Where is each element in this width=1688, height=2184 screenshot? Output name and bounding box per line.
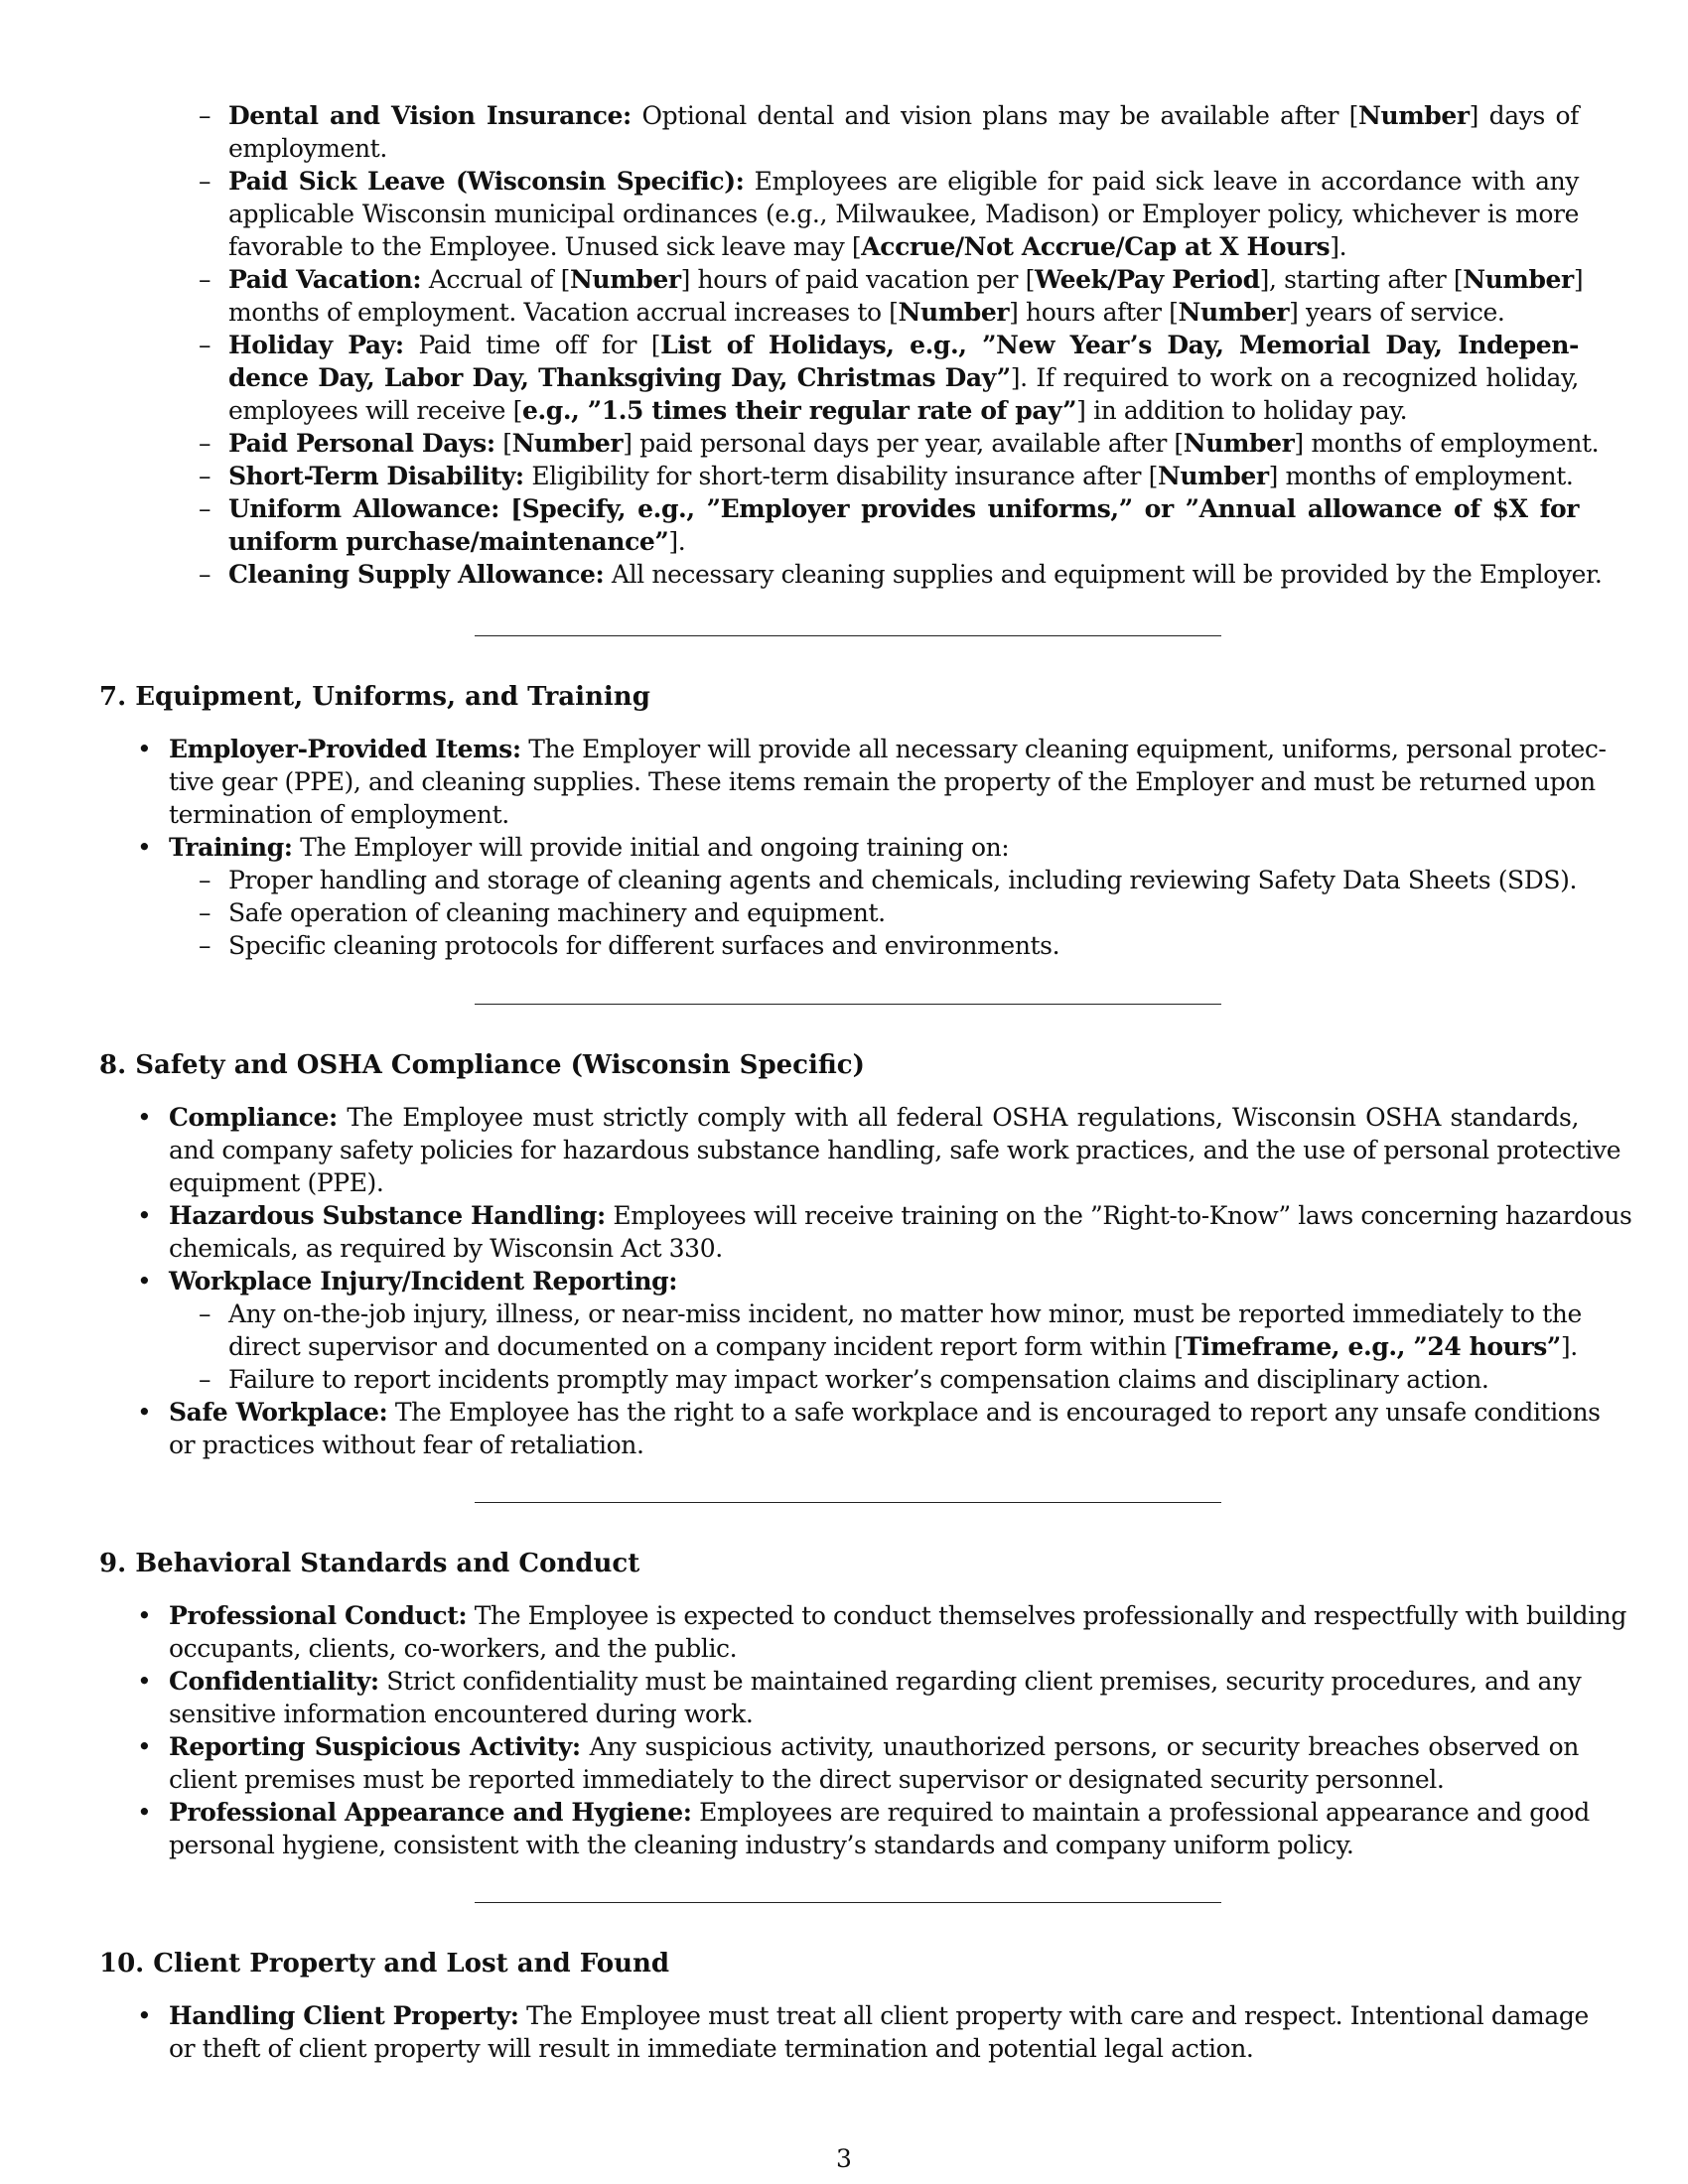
personal-line: Paid Personal Days: [Number] paid personal days per year, available after [Number] months of employment. [228,429,1600,458]
dash-bullet: – [199,462,211,490]
bullet-dot: • [137,1103,152,1132]
dash-bullet: – [199,429,211,458]
dash-bullet: – [199,931,211,960]
bullet-dot: • [137,833,152,862]
dash-bullet: – [199,167,211,196]
dash-bullet: – [199,101,211,130]
holiday-line3: employees will receive [e.g., ”1.5 times their regular rate of pay”] in addition to holiday pay. [228,396,1408,425]
confidentiality-line1: Confidentiality: Strict confidentiality must be maintained regarding client premises, security procedures, and any [169,1667,1582,1696]
bullet-dot: • [137,1398,152,1427]
dash-bullet: – [199,898,211,927]
holiday-line2: dence Day, Labor Day, Thanksgiving Day, Christmas Day”]. If required to work on a recognized holiday, [228,363,1579,392]
appearance-line1: Professional Appearance and Hygiene: Employees are required to maintain a professional appearance and good [169,1798,1590,1827]
std-line: Short-Term Disability: Eligibility for short-term disability insurance after [Number] months of employment. [228,462,1574,490]
provided-line3: termination of employment. [169,800,509,829]
injury-sub1-line2: direct supervisor and documented on a company incident report form within [Timeframe, e.g., ”24 hours”]. [228,1332,1578,1361]
holiday-line1: Holiday Pay: Paid time off for [List of Holidays, e.g., ”New Year’s Day, Memorial Day, Indepen- [228,331,1580,359]
compliance-line2: and company safety policies for hazardous substance handling, safe work practices, and the use of personal protective [169,1136,1621,1164]
training-sub-2: Safe operation of cleaning machinery and equipment. [228,898,886,927]
uniform-line2: uniform purchase/maintenance”]. [228,527,686,556]
injury-sub2: Failure to report incidents promptly may impact worker’s compensation claims and disciplinary action. [228,1365,1489,1394]
dash-bullet: – [199,494,211,523]
vacation-line2: months of employment. Vacation accrual increases to [Number] hours after [Number] years of service. [228,298,1505,327]
sick-line3: favorable to the Employee. Unused sick leave may [Accrue/Not Accrue/Cap at X Hours]. [228,232,1347,261]
dash-bullet: – [199,331,211,359]
injury-sub1-line1: Any on-the-job injury, illness, or near-miss incident, no matter how minor, must be reported immediately to the [228,1299,1582,1328]
safe-line1: Safe Workplace: The Employee has the right to a safe workplace and is encouraged to report any unsafe conditions [169,1398,1601,1427]
bullet-dot: • [137,1267,152,1296]
dash-bullet: – [199,1299,211,1328]
bullet-dot: • [137,1732,152,1761]
section-8-heading: 8. Safety and OSHA Compliance (Wisconsin Specific) [99,1050,865,1080]
bullet-dot: • [137,735,152,763]
suspicious-line2: client premises must be reported immediately to the direct supervisor or designated security personnel. [169,1765,1445,1794]
section-divider [475,1902,1221,1903]
sick-line2: applicable Wisconsin municipal ordinances (e.g., Milwaukee, Madison) or Employer policy, whichever is more [228,200,1579,228]
confidentiality-line2: sensitive information encountered during work. [169,1700,754,1728]
dash-bullet: – [199,866,211,894]
compliance-line1: Compliance: The Employee must strictly comply with all federal OSHA regulations, Wisconsin OSHA standards, [169,1103,1579,1132]
bullet-dot: • [137,1201,152,1230]
training-line: Training: The Employer will provide initial and ongoing training on: [169,833,1010,862]
dash-bullet: – [199,560,211,589]
bullet-dot: • [137,1667,152,1696]
vacation-line1: Paid Vacation: Accrual of [Number] hours of paid vacation per [Week/Pay Period], starting after [Number] [228,265,1584,294]
provided-line2: tive gear (PPE), and cleaning supplies. These items remain the property of the Employer and must be returned upon [169,767,1596,796]
cleaning-line: Cleaning Supply Allowance: All necessary cleaning supplies and equipment will be provided by the Employer. [228,560,1603,589]
section-7-heading: 7. Equipment, Uniforms, and Training [99,682,650,712]
section-divider [475,1004,1221,1005]
handling-line1: Handling Client Property: The Employee must treat all client property with care and respect. Intentional damage [169,2001,1589,2030]
professional-line1: Professional Conduct: The Employee is expected to conduct themselves professionally and respectfully with building [169,1601,1626,1630]
professional-line2: occupants, clients, co-workers, and the public. [169,1634,738,1663]
hazard-line2: chemicals, as required by Wisconsin Act 330. [169,1234,723,1263]
provided-line1: Employer-Provided Items: The Employer will provide all necessary cleaning equipment, uniforms, personal protec- [169,735,1607,763]
bullet-dot: • [137,1601,152,1630]
section-divider [475,635,1221,636]
appearance-line2: personal hygiene, consistent with the cleaning industry’s standards and company uniform policy. [169,1831,1354,1859]
dash-bullet: – [199,1365,211,1394]
page-number: 3 [836,2144,852,2173]
section-divider [475,1502,1221,1503]
dash-bullet: – [199,265,211,294]
training-sub-1: Proper handling and storage of cleaning agents and chemicals, including reviewing Safety Data Sheets (SDS). [228,866,1578,894]
compliance-line3: equipment (PPE). [169,1168,384,1197]
injury-label: Workplace Injury/Incident Reporting: [169,1267,678,1296]
bullet-dot: • [137,1798,152,1827]
dental-line2: employment. [228,134,387,163]
hazard-line1: Hazardous Substance Handling: Employees will receive training on the ”Right-to-Know” laws concerning hazardous [169,1201,1632,1230]
bullet-dot: • [137,2001,152,2030]
sick-line1: Paid Sick Leave (Wisconsin Specific): Employees are eligible for paid sick leave in accordance with any [228,167,1580,196]
uniform-line1: Uniform Allowance: [Specify, e.g., ”Employer provides uniforms,” or ”Annual allowance of $X for [228,494,1579,523]
safe-line2: or practices without fear of retaliation. [169,1431,644,1459]
section-10-heading: 10. Client Property and Lost and Found [99,1949,670,1979]
dental-line1: Dental and Vision Insurance: Optional dental and vision plans may be available after [Number] days of [228,101,1579,130]
handling-line2: or theft of client property will result in immediate termination and potential legal action. [169,2034,1254,2063]
section-9-heading: 9. Behavioral Standards and Conduct [99,1549,640,1578]
suspicious-line1: Reporting Suspicious Activity: Any suspicious activity, unauthorized persons, or security breaches observed on [169,1732,1579,1761]
training-sub-3: Specific cleaning protocols for different surfaces and environments. [228,931,1060,960]
